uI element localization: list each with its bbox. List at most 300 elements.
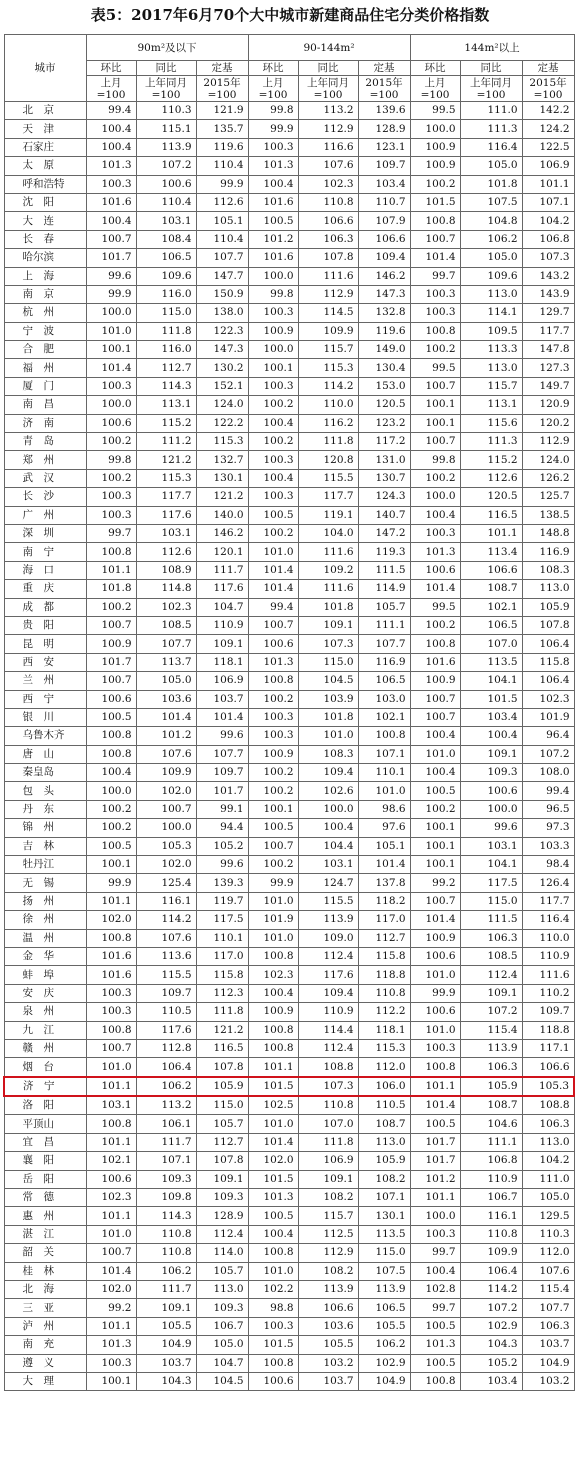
value-cell: 111.5 [358,561,410,579]
value-cell: 114.2 [460,1281,522,1299]
value-cell: 116.1 [136,892,196,910]
value-cell: 101.0 [358,782,410,800]
city-cell: 安 庆 [4,984,86,1002]
value-cell: 107.7 [522,1299,574,1317]
value-cell: 107.2 [522,745,574,763]
table-row [4,911,574,929]
value-cell: 113.9 [136,138,196,156]
value-cell: 109.4 [358,249,410,267]
value-cell: 104.6 [460,1115,522,1133]
value-cell: 100.8 [86,727,136,745]
value-cell: 104.8 [460,212,522,230]
base-header: 上年同月 =100 [460,76,522,102]
city-cell: 无 锡 [4,874,86,892]
table-row [4,819,574,837]
city-cell: 宁 波 [4,322,86,340]
value-cell: 100.3 [410,524,460,542]
city-cell: 沈 阳 [4,193,86,211]
value-cell: 100.5 [248,819,298,837]
value-cell: 113.0 [196,1281,248,1299]
value-cell: 99.8 [86,451,136,469]
value-cell: 104.4 [298,837,358,855]
value-cell: 99.9 [248,120,298,138]
value-cell: 100.2 [410,616,460,634]
value-cell: 101.6 [248,193,298,211]
value-cell: 149.0 [358,341,410,359]
table-row [4,1170,574,1188]
value-cell: 102.3 [136,598,196,616]
value-cell: 100.2 [248,856,298,874]
value-cell: 97.3 [522,819,574,837]
value-cell: 106.4 [136,1058,196,1077]
value-cell: 147.2 [358,524,410,542]
value-cell: 109.8 [136,1189,196,1207]
value-cell: 104.1 [460,672,522,690]
table-row [4,837,574,855]
value-cell: 111.7 [136,1133,196,1151]
value-cell: 101.2 [410,1170,460,1188]
value-cell: 100.8 [248,1021,298,1039]
value-cell: 107.6 [136,929,196,947]
value-cell: 115.7 [460,377,522,395]
table-row [4,892,574,910]
value-cell: 107.7 [136,635,196,653]
value-cell: 100.9 [410,929,460,947]
value-cell: 99.4 [522,782,574,800]
value-cell: 110.9 [522,947,574,965]
table-row [4,212,574,230]
table-row [4,874,574,892]
value-cell: 100.6 [460,782,522,800]
city-cell: 泉 州 [4,1003,86,1021]
value-cell: 106.5 [358,672,410,690]
table-row [4,745,574,763]
value-cell: 128.9 [358,120,410,138]
value-cell: 107.7 [196,745,248,763]
value-cell: 101.4 [86,359,136,377]
value-cell: 100.8 [86,1115,136,1133]
value-cell: 100.3 [248,451,298,469]
city-cell: 南 宁 [4,543,86,561]
value-cell: 110.8 [298,1096,358,1115]
value-cell: 100.3 [248,708,298,726]
value-cell: 101.2 [248,230,298,248]
value-cell: 113.0 [358,1133,410,1151]
value-cell: 109.7 [358,157,410,175]
value-cell: 105.0 [136,672,196,690]
value-cell: 100.4 [86,764,136,782]
table-row [4,1225,574,1243]
value-cell: 110.9 [298,1003,358,1021]
value-cell: 110.9 [196,616,248,634]
city-cell: 韶 关 [4,1244,86,1262]
value-cell: 100.3 [86,488,136,506]
value-cell: 102.0 [248,1152,298,1170]
value-cell: 101.0 [248,929,298,947]
value-cell: 114.2 [136,911,196,929]
value-cell: 105.9 [196,1077,248,1096]
value-cell: 112.6 [196,193,248,211]
value-cell: 143.2 [522,267,574,285]
value-cell: 100.7 [86,616,136,634]
value-cell: 114.8 [136,580,196,598]
value-cell: 124.3 [358,488,410,506]
city-cell: 常 德 [4,1189,86,1207]
value-cell: 104.9 [136,1336,196,1354]
value-cell: 98.4 [522,856,574,874]
value-cell: 113.1 [136,396,196,414]
value-cell: 111.3 [460,120,522,138]
value-cell: 101.5 [248,1336,298,1354]
value-cell: 131.0 [358,451,410,469]
value-cell: 100.0 [86,396,136,414]
value-cell: 115.1 [136,120,196,138]
value-cell: 102.1 [86,1152,136,1170]
value-cell: 108.7 [460,1096,522,1115]
value-cell: 104.2 [522,1152,574,1170]
value-cell: 112.7 [136,359,196,377]
value-cell: 120.5 [358,396,410,414]
value-cell: 101.7 [410,1152,460,1170]
city-cell: 乌鲁木齐 [4,727,86,745]
value-cell: 108.2 [298,1262,358,1280]
value-cell: 100.8 [248,1039,298,1057]
value-cell: 100.4 [410,764,460,782]
value-cell: 114.3 [136,1207,196,1225]
value-cell: 109.9 [298,322,358,340]
table-row [4,782,574,800]
value-cell: 112.9 [298,1244,358,1262]
table-row [4,524,574,542]
value-cell: 107.6 [136,745,196,763]
value-cell: 100.8 [248,1354,298,1372]
value-cell: 99.4 [86,102,136,120]
city-cell: 赣 州 [4,1039,86,1057]
value-cell: 105.0 [460,157,522,175]
value-cell: 110.2 [522,984,574,1002]
value-cell: 110.7 [358,193,410,211]
table-row [4,653,574,671]
value-cell: 121.2 [196,1021,248,1039]
city-cell: 昆 明 [4,635,86,653]
value-cell: 106.9 [196,672,248,690]
value-cell: 113.0 [460,285,522,303]
value-cell: 112.7 [358,929,410,947]
city-cell: 蚌 埠 [4,966,86,984]
value-cell: 100.5 [410,1317,460,1335]
city-cell: 襄 阳 [4,1152,86,1170]
city-cell: 大 连 [4,212,86,230]
value-cell: 100.6 [86,690,136,708]
value-cell: 100.4 [248,1225,298,1243]
value-cell: 109.0 [298,929,358,947]
value-cell: 110.4 [136,193,196,211]
value-cell: 100.2 [410,469,460,487]
value-cell: 107.5 [460,193,522,211]
value-cell: 101.8 [460,175,522,193]
value-cell: 122.5 [522,138,574,156]
value-cell: 124.0 [196,396,248,414]
value-cell: 106.3 [522,1115,574,1133]
value-cell: 129.7 [522,304,574,322]
value-cell: 100.1 [86,856,136,874]
table-row [4,433,574,451]
value-cell: 101.1 [460,524,522,542]
value-cell: 100.7 [410,377,460,395]
value-cell: 132.8 [358,304,410,322]
value-cell: 100.2 [86,819,136,837]
value-cell: 104.0 [298,524,358,542]
value-cell: 126.2 [522,469,574,487]
value-cell: 100.5 [410,1115,460,1133]
table-row [4,616,574,634]
value-cell: 109.3 [196,1189,248,1207]
value-cell: 112.5 [298,1225,358,1243]
value-cell: 111.6 [522,966,574,984]
base-header: 上月 =100 [410,76,460,102]
table-row [4,727,574,745]
value-cell: 111.7 [196,561,248,579]
city-cell: 上 海 [4,267,86,285]
value-cell: 106.8 [522,230,574,248]
value-cell: 100.0 [248,341,298,359]
value-cell: 105.0 [460,249,522,267]
value-cell: 115.3 [298,359,358,377]
value-cell: 107.3 [298,635,358,653]
value-cell: 100.8 [410,1058,460,1077]
value-cell: 115.3 [196,433,248,451]
value-cell: 100.5 [248,1207,298,1225]
value-cell: 112.0 [358,1058,410,1077]
base-header: 上年同月 =100 [298,76,358,102]
value-cell: 106.2 [358,1336,410,1354]
city-cell: 贵 阳 [4,616,86,634]
city-cell: 泸 州 [4,1317,86,1335]
value-cell: 109.7 [522,1003,574,1021]
value-cell: 100.3 [248,727,298,745]
value-cell: 101.7 [86,249,136,267]
value-cell: 111.6 [298,543,358,561]
value-cell: 101.4 [410,580,460,598]
value-cell: 100.0 [86,304,136,322]
value-cell: 100.4 [248,175,298,193]
value-cell: 113.9 [460,1039,522,1057]
value-cell: 107.6 [298,157,358,175]
value-cell: 100.8 [86,745,136,763]
value-cell: 100.3 [410,1039,460,1057]
value-cell: 115.0 [196,1096,248,1115]
value-cell: 105.3 [136,837,196,855]
value-cell: 114.0 [196,1244,248,1262]
value-cell: 116.4 [522,911,574,929]
value-cell: 104.7 [196,1354,248,1372]
value-cell: 108.0 [522,764,574,782]
value-cell: 101.0 [248,1262,298,1280]
value-cell: 100.4 [86,138,136,156]
table-row [4,800,574,818]
table-row [4,230,574,248]
city-cell: 合 肥 [4,341,86,359]
table-row [4,543,574,561]
value-cell: 138.5 [522,506,574,524]
value-cell: 100.4 [410,506,460,524]
value-cell: 110.3 [522,1225,574,1243]
value-cell: 101.4 [196,708,248,726]
value-cell: 102.0 [136,856,196,874]
base-header: 上月 =100 [86,76,136,102]
value-cell: 99.9 [410,984,460,1002]
city-cell: 济 南 [4,414,86,432]
table-row [4,1077,574,1096]
table-row [4,377,574,395]
value-cell: 111.8 [298,1133,358,1151]
city-cell: 北 海 [4,1281,86,1299]
value-cell: 111.6 [298,267,358,285]
table-row [4,690,574,708]
value-cell: 101.0 [298,727,358,745]
value-cell: 111.8 [196,1003,248,1021]
city-header: 城市 [4,35,86,102]
value-cell: 101.1 [86,1077,136,1096]
value-cell: 107.8 [196,1058,248,1077]
value-cell: 117.7 [522,892,574,910]
value-cell: 103.6 [136,690,196,708]
city-cell: 石家庄 [4,138,86,156]
value-cell: 101.1 [86,1133,136,1151]
value-cell: 100.7 [86,1244,136,1262]
city-cell: 湛 江 [4,1225,86,1243]
value-cell: 140.7 [358,506,410,524]
value-cell: 100.9 [410,157,460,175]
value-cell: 100.6 [86,414,136,432]
value-cell: 104.5 [298,672,358,690]
value-cell: 106.9 [522,157,574,175]
table-row [4,1133,574,1151]
value-cell: 100.4 [460,727,522,745]
value-cell: 100.3 [86,984,136,1002]
value-cell: 118.1 [196,653,248,671]
value-cell: 101.1 [248,1058,298,1077]
table-row [4,1115,574,1133]
value-cell: 102.9 [460,1317,522,1335]
value-cell: 120.5 [460,488,522,506]
value-cell: 113.9 [298,911,358,929]
value-cell: 106.9 [298,1152,358,1170]
value-cell: 103.4 [460,1372,522,1390]
value-cell: 111.0 [522,1170,574,1188]
value-cell: 107.1 [522,193,574,211]
value-cell: 100.0 [86,782,136,800]
value-cell: 113.6 [136,947,196,965]
city-cell: 福 州 [4,359,86,377]
value-cell: 99.6 [460,819,522,837]
city-cell: 长 春 [4,230,86,248]
city-cell: 烟 台 [4,1058,86,1077]
value-cell: 107.2 [136,157,196,175]
value-cell: 105.1 [196,212,248,230]
value-cell: 99.6 [86,267,136,285]
city-cell: 北 京 [4,102,86,120]
value-cell: 146.2 [358,267,410,285]
base-header: 2015年 =100 [522,76,574,102]
value-cell: 101.4 [358,856,410,874]
city-cell: 天 津 [4,120,86,138]
value-cell: 103.7 [196,690,248,708]
value-cell: 103.1 [86,1096,136,1115]
value-cell: 117.5 [196,911,248,929]
city-cell: 杭 州 [4,304,86,322]
value-cell: 102.9 [358,1354,410,1372]
value-cell: 100.0 [136,819,196,837]
value-cell: 107.2 [460,1003,522,1021]
value-cell: 147.3 [196,341,248,359]
value-cell: 150.9 [196,285,248,303]
value-cell: 106.2 [136,1077,196,1096]
city-cell: 哈尔滨 [4,249,86,267]
value-cell: 115.6 [460,414,522,432]
value-cell: 114.1 [460,304,522,322]
value-cell: 100.0 [298,800,358,818]
value-cell: 102.8 [410,1281,460,1299]
value-cell: 101.7 [410,1133,460,1151]
value-cell: 101.0 [248,892,298,910]
value-cell: 105.7 [358,598,410,616]
value-cell: 115.0 [136,304,196,322]
city-cell: 大 理 [4,1372,86,1390]
value-cell: 112.4 [298,947,358,965]
base-header: 上年同月 =100 [136,76,196,102]
table-row [4,304,574,322]
value-cell: 112.6 [460,469,522,487]
value-cell: 105.5 [136,1317,196,1335]
value-cell: 101.8 [298,598,358,616]
value-cell: 101.3 [248,1189,298,1207]
value-cell: 103.4 [460,708,522,726]
value-cell: 104.3 [136,1372,196,1390]
value-cell: 107.3 [298,1077,358,1096]
sub-header: 环比 [86,61,136,76]
value-cell: 111.6 [298,580,358,598]
value-cell: 102.3 [298,175,358,193]
value-cell: 107.7 [358,635,410,653]
value-cell: 106.4 [522,672,574,690]
value-cell: 128.9 [196,1207,248,1225]
value-cell: 115.2 [136,414,196,432]
value-cell: 100.7 [248,616,298,634]
table-row [4,1372,574,1390]
value-cell: 100.1 [86,341,136,359]
city-cell: 扬 州 [4,892,86,910]
value-cell: 101.5 [248,1170,298,1188]
value-cell: 101.4 [248,580,298,598]
value-cell: 111.8 [136,322,196,340]
value-cell: 103.2 [298,1354,358,1372]
value-cell: 100.0 [410,488,460,506]
value-cell: 100.3 [248,138,298,156]
value-cell: 119.3 [358,543,410,561]
value-cell: 115.8 [196,966,248,984]
value-cell: 111.3 [460,433,522,451]
value-cell: 100.7 [410,708,460,726]
value-cell: 101.4 [136,708,196,726]
sub-header: 定基 [522,61,574,76]
value-cell: 110.8 [136,1244,196,1262]
value-cell: 119.7 [196,892,248,910]
value-cell: 101.3 [410,1336,460,1354]
value-cell: 100.6 [248,1372,298,1390]
value-cell: 147.8 [522,341,574,359]
value-cell: 111.2 [136,433,196,451]
